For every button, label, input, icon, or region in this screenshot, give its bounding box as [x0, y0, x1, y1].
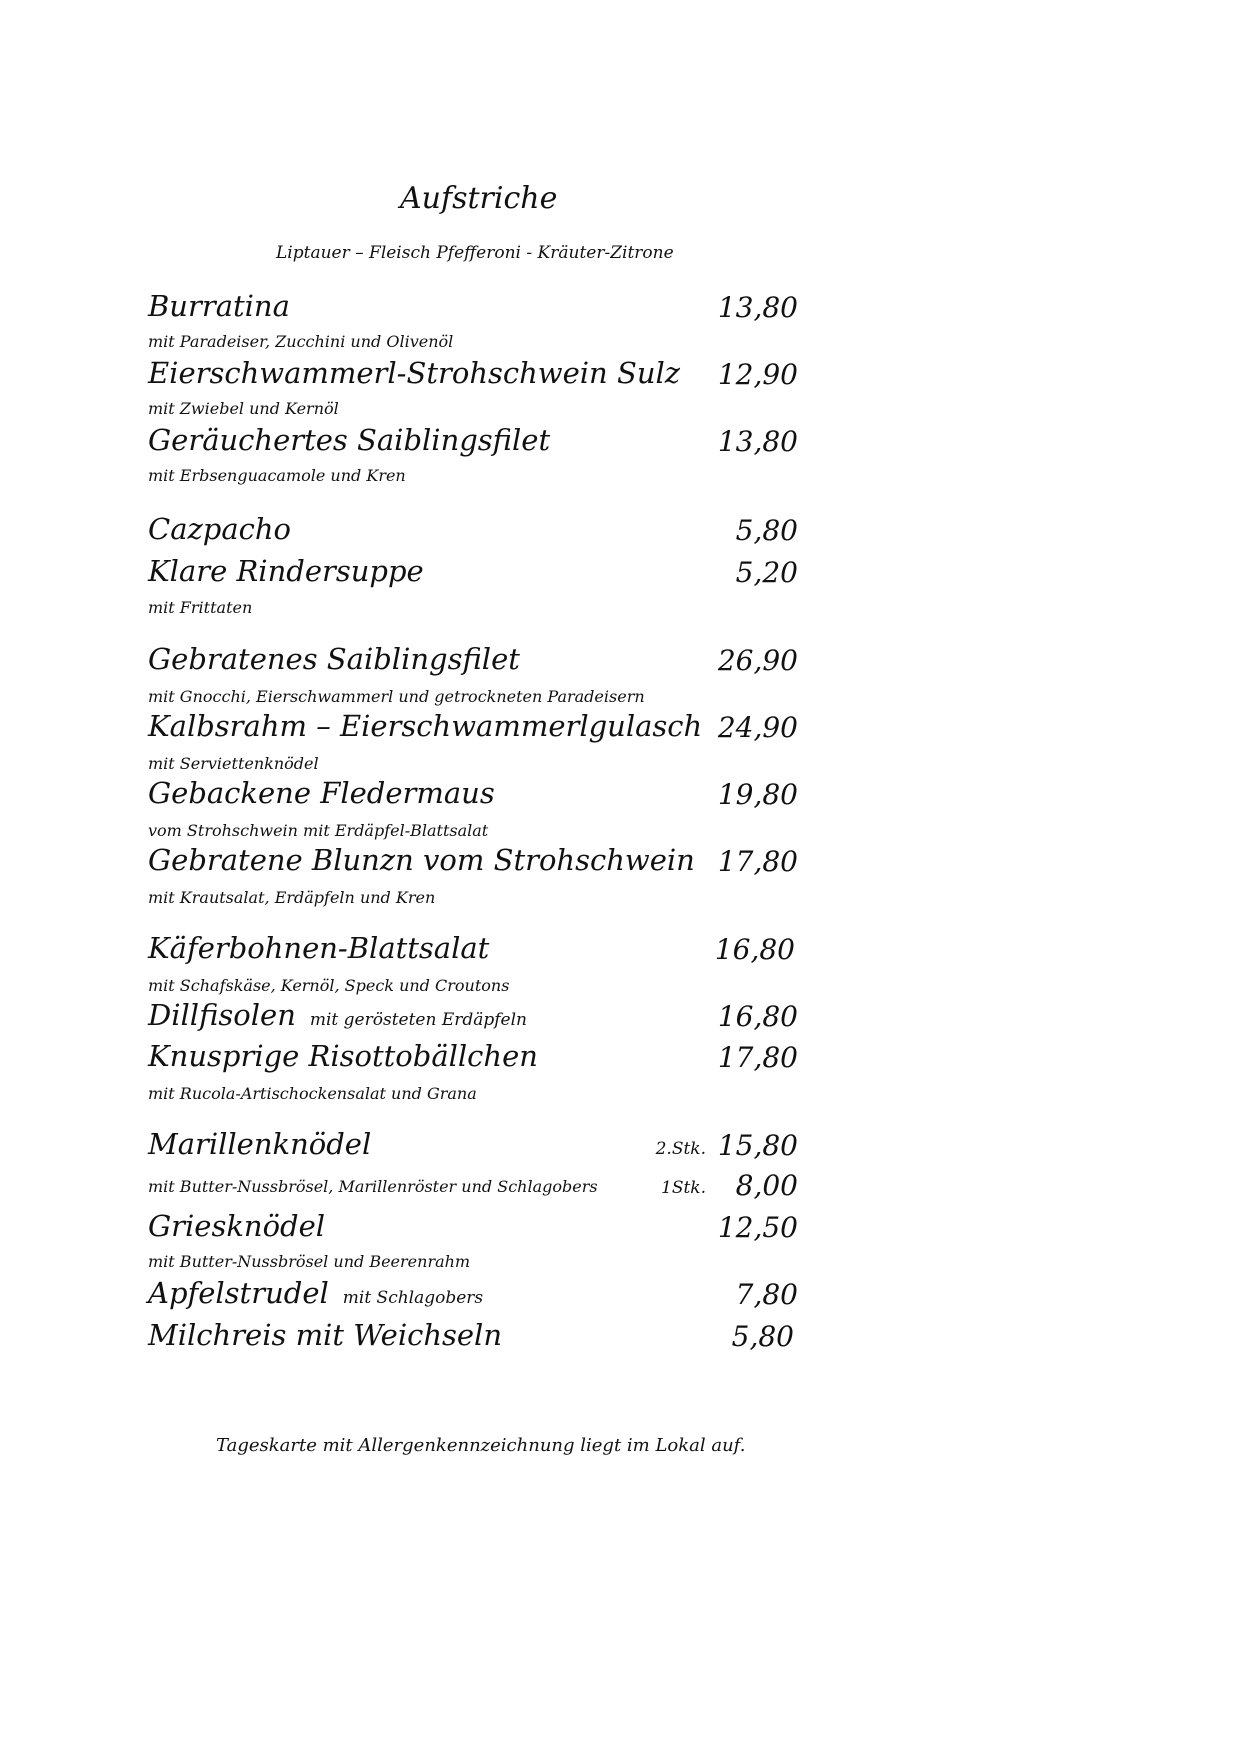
menu-item-price: 13,80	[717, 291, 798, 324]
menu-item-description: mit Erbsenguacamole und Kren	[148, 466, 406, 485]
menu-item-name: Gebratene Blunzn vom Strohschwein	[148, 843, 695, 877]
menu-item-name: Käferbohnen-Blattsalat	[148, 931, 490, 965]
menu-item-name: Knusprige Risottobällchen	[148, 1039, 538, 1073]
menu-item-description: mit Serviettenknödel	[148, 754, 319, 773]
menu-item-name: Gebackene Fledermaus	[148, 776, 495, 810]
menu-item-price: 12,50	[717, 1211, 798, 1244]
menu-item-row	[148, 1276, 484, 1310]
menu-item-price: 16,80	[717, 1000, 798, 1033]
menu-item-price: 8,00	[735, 1169, 798, 1202]
menu-item-description: mit Schafskäse, Kernöl, Speck und Croutons	[148, 976, 510, 995]
menu-item-description: mit Paradeiser, Zucchini und Olivenöl	[148, 332, 454, 351]
menu-item-name: Apfelstrudel	[148, 1276, 329, 1310]
menu-item-name: Dillfisolen	[148, 998, 296, 1032]
menu-item-name: Eierschwammerl-Strohschwein Sulz	[148, 356, 681, 390]
menu-item-quantity: 1Stk.	[661, 1178, 706, 1198]
menu-item-price: 5,80	[731, 1320, 794, 1353]
menu-item-name: Milchreis mit Weichseln	[148, 1318, 503, 1352]
menu-item-price: 7,80	[735, 1278, 798, 1311]
menu-item-description: mit Rucola-Artischockensalat und Grana	[148, 1084, 477, 1103]
menu-item-name: Kalbsrahm – Eierschwammerlgulasch	[148, 709, 703, 743]
menu-item-name: Marillenknödel	[148, 1127, 372, 1161]
menu-item-price: 16,80	[714, 933, 795, 966]
menu-item-price: 19,80	[717, 778, 798, 811]
menu-item-name: Cazpacho	[148, 512, 291, 546]
menu-item-name: Burratina	[148, 289, 290, 323]
menu-item-description: mit Gnocchi, Eierschwammerl und getrockneten Paradeisern	[148, 687, 645, 706]
menu-item-description: mit Zwiebel und Kernöl	[148, 399, 339, 418]
menu-item-description: mit Butter-Nussbrösel, Marillenröster und Schlagobers	[148, 1177, 598, 1196]
menu-item-note: mit gerösteten Erdäpfeln	[309, 1010, 528, 1030]
menu-item-name: Griesknödel	[148, 1209, 326, 1243]
section-title: Aufstriche	[400, 181, 558, 216]
menu-item-description: vom Strohschwein mit Erdäpfel-Blattsalat	[148, 821, 489, 840]
menu-item-row	[148, 998, 528, 1032]
menu-item-name: Klare Rindersuppe	[148, 554, 424, 588]
menu-item-price: 17,80	[717, 1041, 798, 1074]
menu-item-note: mit Schlagobers	[342, 1288, 484, 1308]
menu-item-price: 5,80	[735, 514, 798, 547]
allergen-note: Tageskarte mit Allergenkennzeichnung liegt im Lokal auf.	[216, 1435, 746, 1456]
menu-item-name: Gebratenes Saiblingsfilet	[148, 642, 520, 676]
menu-item-description: mit Frittaten	[148, 598, 253, 617]
menu-item-quantity: 2.Stk.	[655, 1139, 706, 1159]
menu-item-price: 13,80	[717, 425, 798, 458]
menu-item-price: 15,80	[717, 1129, 798, 1162]
menu-item-price: 12,90	[717, 358, 798, 391]
menu-item-description: mit Krautsalat, Erdäpfeln und Kren	[148, 888, 436, 907]
spread-varieties: Liptauer – Fleisch Pfefferoni - Kräuter-Zitrone	[276, 243, 674, 263]
menu-item-description: mit Butter-Nussbrösel und Beerenrahm	[148, 1252, 471, 1271]
menu-item-price: 26,90	[717, 644, 798, 677]
menu-item-name: Geräuchertes Saiblingsfilet	[148, 423, 551, 457]
menu-item-price: 17,80	[717, 845, 798, 878]
menu-item-price: 24,90	[717, 711, 798, 744]
menu-item-price: 5,20	[735, 556, 798, 589]
